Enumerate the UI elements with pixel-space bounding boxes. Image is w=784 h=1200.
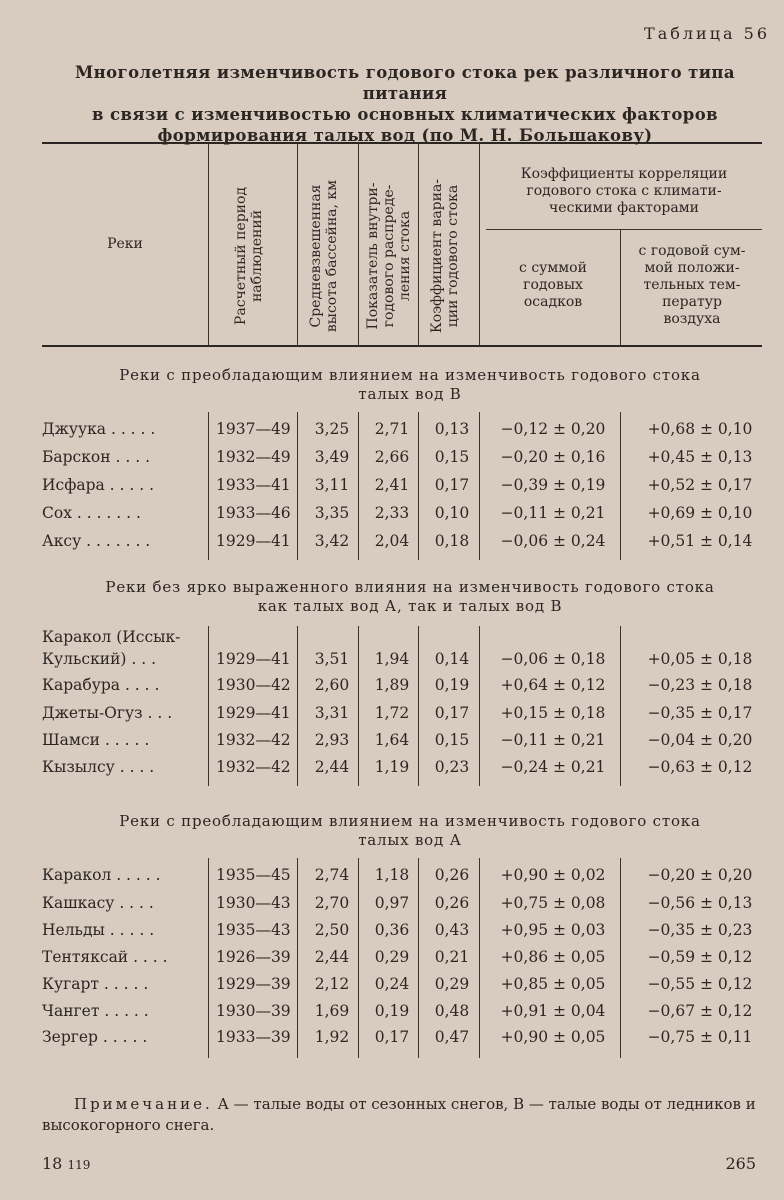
- period-cell: 1932—42: [216, 731, 291, 749]
- index-cell: 0,24: [374, 975, 410, 993]
- index-cell: 2,04: [374, 532, 410, 550]
- period-cell: 1932—42: [216, 758, 291, 776]
- corr-precip-cell: −0,06 ± 0,18: [500, 650, 606, 668]
- table-row: [0, 894, 784, 920]
- river-name: Чангет . . . . .: [42, 1002, 149, 1020]
- header-divider: [620, 229, 621, 345]
- period-cell: 1935—43: [216, 921, 291, 939]
- table-row: [0, 1002, 784, 1028]
- header-divider: [418, 144, 419, 345]
- period-cell: 1937—49: [216, 420, 291, 438]
- note-text: А — талые воды от сезонных снегов, В — талые воды от ледников и высокогорного снега.: [42, 1095, 756, 1134]
- cv-cell: 0,43: [434, 921, 470, 939]
- table-row: [0, 476, 784, 502]
- river-name: Барскон . . . .: [42, 448, 151, 466]
- cv-cell: 0,48: [434, 1002, 470, 1020]
- height-cell: 2,70: [314, 894, 350, 912]
- corr-temp-cell: +0,51 ± 0,14: [647, 532, 753, 550]
- corr-precip-cell: +0,64 ± 0,12: [500, 676, 606, 694]
- group-title-glacier: Реки с преобладающим влиянием на изменчивость годового стока талых вод В: [119, 366, 701, 403]
- corr-precip-cell: −0,11 ± 0,21: [500, 504, 606, 522]
- group-title-seasonal-snow: Реки с преобладающим влиянием на изменчивость годового стока талых вод А: [119, 812, 701, 849]
- index-cell: 0,36: [374, 921, 410, 939]
- height-cell: 2,44: [314, 948, 350, 966]
- title-line-3: формирования талых вод (по М. Н. Большакову): [157, 126, 653, 145]
- height-cell: 2,44: [314, 758, 350, 776]
- period-cell: 1930—42: [216, 676, 291, 694]
- cv-cell: 0,17: [434, 476, 470, 494]
- height-cell: 3,25: [314, 420, 350, 438]
- river-name: Каракол . . . . .: [42, 866, 161, 884]
- corr-precip-cell: −0,06 ± 0,24: [500, 532, 606, 550]
- index-cell: 1,18: [374, 866, 410, 884]
- corr-precip-cell: +0,75 ± 0,08: [500, 894, 606, 912]
- table-row: [0, 948, 784, 974]
- corr-temp-cell: +0,45 ± 0,13: [647, 448, 753, 466]
- river-name-continued: Кульский) . . .: [42, 650, 157, 668]
- corr-temp-cell: −0,04 ± 0,20: [647, 731, 753, 749]
- height-cell: 3,31: [314, 704, 350, 722]
- index-cell: 1,19: [374, 758, 410, 776]
- corr-temp-cell: +0,05 ± 0,18: [647, 650, 753, 668]
- table-row: [0, 420, 784, 446]
- table-row: [0, 504, 784, 530]
- header-divider: [358, 144, 359, 345]
- cv-cell: 0,19: [434, 676, 470, 694]
- period-cell: 1929—41: [216, 650, 291, 668]
- corr-precip-cell: +0,95 ± 0,03: [500, 921, 606, 939]
- corr-temp-cell: −0,20 ± 0,20: [647, 866, 753, 884]
- table-row: [0, 866, 784, 892]
- river-name: Сох . . . . . . .: [42, 504, 141, 522]
- river-name: Исфара . . . . .: [42, 476, 155, 494]
- title-line-2: в связи с изменчивостью основных климатических факторов: [92, 105, 718, 124]
- height-cell: 1,92: [314, 1028, 350, 1046]
- index-cell: 2,71: [374, 420, 410, 438]
- river-name: Тентяксай . . . .: [42, 948, 168, 966]
- height-cell: 3,51: [314, 650, 350, 668]
- height-cell: 2,50: [314, 921, 350, 939]
- cv-cell: 0,17: [434, 704, 470, 722]
- page-number: 265: [725, 1154, 756, 1173]
- river-name: Джеты-Огуз . . .: [42, 704, 173, 722]
- period-cell: 1929—41: [216, 532, 291, 550]
- height-cell: 3,42: [314, 532, 350, 550]
- cv-cell: 0,26: [434, 866, 470, 884]
- header-divider: [479, 144, 480, 345]
- table-number: Таблица 56: [644, 24, 770, 43]
- cv-cell: 0,10: [434, 504, 470, 522]
- header-distribution-index: Показатель внутри- годового распреде- ления стока: [365, 182, 413, 330]
- header-divider: [208, 144, 209, 345]
- cv-cell: 0,47: [434, 1028, 470, 1046]
- height-cell: 2,60: [314, 676, 350, 694]
- index-cell: 0,19: [374, 1002, 410, 1020]
- header-height: Средневзвешенная высота бассейна, км: [308, 179, 340, 333]
- corr-precip-cell: +0,15 ± 0,18: [500, 704, 606, 722]
- period-cell: 1929—39: [216, 975, 291, 993]
- index-cell: 2,66: [374, 448, 410, 466]
- corr-precip-cell: +0,86 ± 0,05: [500, 948, 606, 966]
- river-name: Аксу . . . . . . .: [42, 532, 151, 550]
- corr-precip-cell: +0,85 ± 0,05: [500, 975, 606, 993]
- cv-cell: 0,15: [434, 448, 470, 466]
- cv-cell: 0,15: [434, 731, 470, 749]
- cv-cell: 0,26: [434, 894, 470, 912]
- height-cell: 2,12: [314, 975, 350, 993]
- corr-precip-cell: −0,11 ± 0,21: [500, 731, 606, 749]
- period-cell: 1930—39: [216, 1002, 291, 1020]
- table-row: [0, 676, 784, 702]
- corr-temp-cell: −0,75 ± 0,11: [647, 1028, 753, 1046]
- corr-precip-cell: −0,24 ± 0,21: [500, 758, 606, 776]
- corr-precip-cell: +0,90 ± 0,02: [500, 866, 606, 884]
- corr-temp-cell: −0,56 ± 0,13: [647, 894, 753, 912]
- corr-temp-cell: −0,63 ± 0,12: [647, 758, 753, 776]
- corr-precip-cell: +0,91 ± 0,04: [500, 1002, 606, 1020]
- index-cell: 1,89: [374, 676, 410, 694]
- group-title-mixed: Реки без ярко выраженного влияния на изменчивость годового стока как талых вод А, так и талых вод В: [105, 578, 715, 615]
- corr-precip-cell: +0,90 ± 0,05: [500, 1028, 606, 1046]
- river-name: Каракол (Иссык-: [42, 628, 181, 646]
- corr-temp-cell: +0,68 ± 0,10: [647, 420, 753, 438]
- period-cell: 1933—39: [216, 1028, 291, 1046]
- cv-cell: 0,23: [434, 758, 470, 776]
- corr-temp-cell: −0,35 ± 0,17: [647, 704, 753, 722]
- table-row: [0, 975, 784, 1001]
- index-cell: 1,94: [374, 650, 410, 668]
- table-row: [0, 704, 784, 730]
- corr-temp-cell: +0,52 ± 0,17: [647, 476, 753, 494]
- header-variation-coefficient: Коэффициент вариа- ции годового стока: [429, 178, 461, 334]
- index-cell: 0,29: [374, 948, 410, 966]
- header-subrule: [486, 229, 762, 230]
- height-cell: 2,74: [314, 866, 350, 884]
- printer-signature: 18 119: [42, 1154, 91, 1173]
- corr-temp-cell: −0,67 ± 0,12: [647, 1002, 753, 1020]
- corr-temp-cell: −0,55 ± 0,12: [647, 975, 753, 993]
- corr-precip-cell: −0,12 ± 0,20: [500, 420, 606, 438]
- period-cell: 1932—49: [216, 448, 291, 466]
- river-name: Зергер . . . . .: [42, 1028, 148, 1046]
- table-row: [0, 731, 784, 757]
- period-cell: 1935—45: [216, 866, 291, 884]
- index-cell: 2,33: [374, 504, 410, 522]
- corr-temp-cell: −0,59 ± 0,12: [647, 948, 753, 966]
- index-cell: 0,17: [374, 1028, 410, 1046]
- header-period: Расчетный период наблюдений: [233, 186, 265, 326]
- header-temperature: с годовой сум- мой положи- тельных тем- ператур воздуха: [638, 243, 746, 327]
- period-cell: 1930—43: [216, 894, 291, 912]
- period-cell: 1933—41: [216, 476, 291, 494]
- header-rivers: Реки: [107, 236, 143, 252]
- cv-cell: 0,29: [434, 975, 470, 993]
- header-top-rule: [42, 142, 762, 144]
- height-cell: 3,35: [314, 504, 350, 522]
- table-row: [0, 1028, 784, 1054]
- river-name: Нельды . . . . .: [42, 921, 155, 939]
- period-cell: 1929—41: [216, 704, 291, 722]
- corr-temp-cell: −0,35 ± 0,23: [647, 921, 753, 939]
- cv-cell: 0,13: [434, 420, 470, 438]
- corr-precip-cell: −0,39 ± 0,19: [500, 476, 606, 494]
- cv-cell: 0,14: [434, 650, 470, 668]
- cv-cell: 0,21: [434, 948, 470, 966]
- cv-cell: 0,18: [434, 532, 470, 550]
- table-row: [0, 921, 784, 947]
- period-cell: 1926—39: [216, 948, 291, 966]
- table-note: [42, 1094, 762, 1136]
- table-title: [30, 62, 780, 146]
- table-row: [0, 628, 784, 674]
- table-row: [0, 532, 784, 558]
- title-line-1: Многолетняя изменчивость годового стока рек различного типа питания: [75, 63, 735, 103]
- height-cell: 3,11: [314, 476, 350, 494]
- river-name: Кызылсу . . . .: [42, 758, 155, 776]
- table-row: [0, 758, 784, 784]
- river-name: Кашкасу . . . .: [42, 894, 154, 912]
- height-cell: 1,69: [314, 1002, 350, 1020]
- height-cell: 3,49: [314, 448, 350, 466]
- corr-temp-cell: −0,23 ± 0,18: [647, 676, 753, 694]
- note-label: Примечание.: [74, 1095, 213, 1113]
- river-name: Карабура . . . .: [42, 676, 160, 694]
- corr-precip-cell: −0,20 ± 0,16: [500, 448, 606, 466]
- river-name: Кугарт . . . . .: [42, 975, 149, 993]
- index-cell: 2,41: [374, 476, 410, 494]
- corr-temp-cell: +0,69 ± 0,10: [647, 504, 753, 522]
- river-name: Шамси . . . . .: [42, 731, 150, 749]
- period-cell: 1933—46: [216, 504, 291, 522]
- river-name: Джуука . . . . .: [42, 420, 156, 438]
- table-row: [0, 448, 784, 474]
- header-precipitation: с суммой годовых осадков: [519, 260, 587, 310]
- header-correlation: Коэффициенты корреляции годового стока с климати- ческими факторами: [520, 166, 728, 216]
- index-cell: 1,64: [374, 731, 410, 749]
- index-cell: 0,97: [374, 894, 410, 912]
- height-cell: 2,93: [314, 731, 350, 749]
- header-divider: [297, 144, 298, 345]
- index-cell: 1,72: [374, 704, 410, 722]
